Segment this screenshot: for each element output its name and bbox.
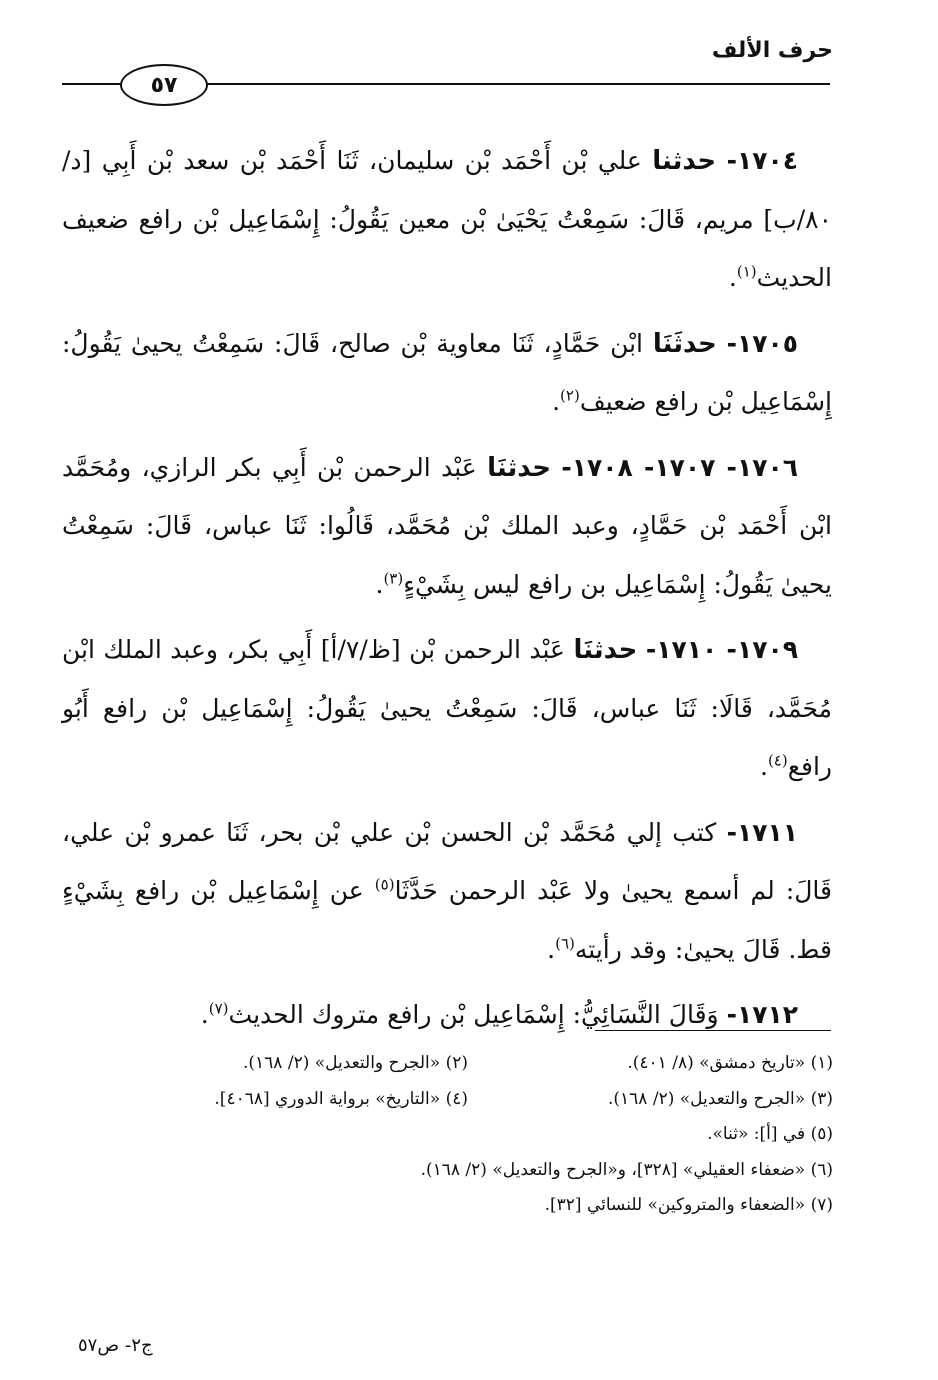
- entry-end: .: [375, 569, 384, 599]
- entry-number: ١٧٠٦- ١٧٠٧- ١٧٠٨-: [561, 452, 798, 482]
- footnote-ref[interactable]: (٦): [555, 934, 575, 953]
- footnote-item: (٤) «التاريخ» برواية الدوري [٤٠٦٨].: [214, 1088, 468, 1109]
- footnote-ref[interactable]: (٢): [560, 386, 580, 405]
- entry-number: ١٧١٢-: [726, 1000, 798, 1029]
- footnote-ref[interactable]: (٧): [208, 999, 229, 1018]
- page-number: ٥٧: [150, 72, 178, 98]
- entry-keyword: حدثنَا: [487, 452, 551, 483]
- hadith-entry: [62, 804, 832, 980]
- entry-text: كتب إلي مُحَمَّد بْن الحسن بْن علي بْن بحر، ثَنَا عمرو بْن علي، قَالَ: لم أسمع يحيىٰ ولا عَبْد الرحمن حَدَّثَا: [62, 817, 832, 905]
- hadith-entry: [62, 132, 832, 308]
- hadith-entry: [62, 439, 832, 615]
- entry-keyword: حدثَنَا: [652, 328, 717, 359]
- entry-end: .: [547, 934, 556, 964]
- footnote-ref[interactable]: (٤): [767, 751, 788, 770]
- footnote-item: (٧) «الضعفاء والمتروكين» للنسائي [٣٢].: [544, 1195, 833, 1215]
- entry-text: عَبْد الرحمن بْن أَبِي بكر الرازي، ومُحَمَّد ابْن أَحْمَد بْن حَمَّادٍ، وعبد الملك بْن مُحَمَّد، قَالُوا: ثَنَا عباس، قَالَ: سَمِعْتُ يحيىٰ يَقُولُ: إِسْمَاعِيل بن رافع ليس بِشَيْءٍ: [62, 452, 832, 599]
- entry-number: ١٧٠٤-: [726, 146, 799, 175]
- entry-text: ابْن حَمَّادٍ، ثَنَا معاوية بْن صالح، قَالَ: سَمِعْتُ يحيىٰ يَقُولُ: إِسْمَاعِيل بْن رافع ضعيف: [62, 328, 832, 416]
- footnotes: [103, 1046, 833, 1224]
- footnote-item: (١) «تاريخ دمشق» (٨/ ٤٠١).: [627, 1053, 833, 1073]
- entry-text: علي بْن أَحْمَد بْن سليمان، ثَنَا أَحْمَد بْن سعد بْن أَبِي [د/٨٠/ب] مريم، قَالَ: سَمِعْتُ يَحْيَىٰ بْن معين يَقُولُ: إِسْمَاعِيل بْن رافع ضعيف الحديث: [62, 146, 832, 292]
- footnote-divider: [595, 1030, 831, 1031]
- entry-end: .: [552, 387, 561, 416]
- entry-keyword: حدثنا: [652, 146, 717, 176]
- body-text: [62, 132, 832, 1052]
- footnote-row: [103, 1117, 833, 1153]
- entry-text-continued: عن إِسْمَاعِيل بْن رافع بِشَيْءٍ قط. قَالَ يحيىٰ: وقد رأيته: [62, 876, 832, 964]
- footnote-item: (٢) «الجرح والتعديل» (٢/ ١٦٨).: [243, 1053, 468, 1073]
- volume-page-reference: ج٢- ص٥٧: [78, 1335, 153, 1356]
- page-number-badge: [120, 64, 208, 106]
- chapter-title: حرف الألف: [711, 38, 833, 63]
- footnote-item: (٦) «ضعفاء العقيلي» [٣٢٨]، و«الجرح والتعديل» (٢/ ١٦٨).: [420, 1159, 833, 1180]
- hadith-entry: [62, 621, 832, 797]
- entry-number: ١٧٠٥-: [726, 328, 799, 358]
- entry-end: .: [728, 263, 737, 292]
- footnote-row: [103, 1188, 833, 1224]
- entry-end: .: [200, 1000, 209, 1029]
- hadith-entry: [62, 986, 832, 1045]
- footnote-ref[interactable]: (١): [736, 262, 757, 281]
- footnote-row: [103, 1153, 833, 1189]
- entry-end: .: [759, 752, 768, 781]
- footnote-row: [103, 1046, 833, 1082]
- entry-number: ١٧٠٩- ١٧١٠-: [645, 635, 798, 664]
- hadith-entry: [62, 315, 832, 432]
- entry-keyword: حدثنَا: [573, 635, 638, 665]
- entry-text: وَقَالَ النَّسَائِيُّ: إِسْمَاعِيل بْن رافع متروك الحديث: [228, 1000, 719, 1029]
- footnote-item: (٣) «الجرح والتعديل» (٢/ ١٦٨).: [608, 1088, 833, 1109]
- footnote-item: (٥) في [أ]: «ثنا».: [707, 1124, 833, 1144]
- footnote-row: [103, 1082, 833, 1118]
- footnote-ref[interactable]: (٥): [374, 875, 395, 894]
- entry-text: عَبْد الرحمن بْن [ظ/٧/أ] أَبِي بكر، وعبد الملك ابْن مُحَمَّد، قَالَا: ثَنَا عباس، قَالَ: سَمِعْتُ يحيىٰ يَقُولُ: إِسْمَاعِيل بْن رافع أَبُو رافع: [62, 635, 832, 781]
- footnote-ref[interactable]: (٣): [383, 569, 404, 588]
- entry-number: ١٧١١-: [726, 817, 798, 847]
